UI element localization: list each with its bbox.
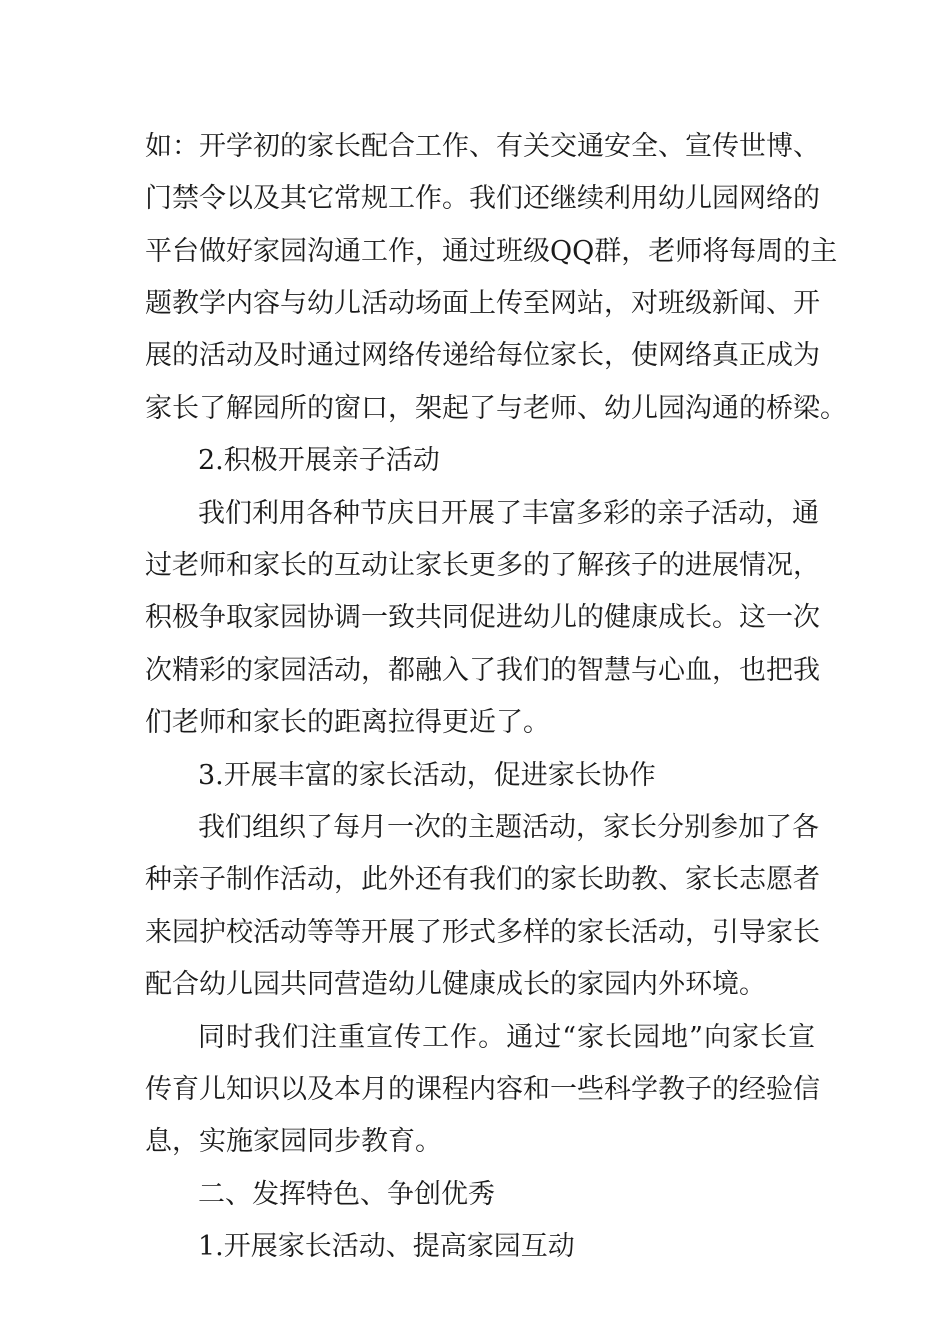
body-text-line: 我们组织了每月一次的主题活动，家长分别参加了各 — [198, 812, 819, 843]
body-text-line: 我们利用各种节庆日开展了丰富多彩的亲子活动，通 — [198, 498, 819, 529]
body-text-line: 次精彩的家园活动，都融入了我们的智慧与心血，也把我 — [145, 655, 820, 686]
body-text-line: 息，实施家园同步教育。 — [145, 1126, 442, 1157]
body-text-line: 如：开学初的家长配合工作、有关交通安全、宣传世博、 — [145, 131, 820, 162]
body-text-line: 配合幼儿园共同营造幼儿健康成长的家园内外环境。 — [145, 969, 766, 1000]
section-heading: 2.积极开展亲子活动 — [198, 445, 440, 476]
body-text-line: 们老师和家长的距离拉得更近了。 — [145, 707, 550, 738]
body-text-line: 种亲子制作活动，此外还有我们的家长助教、家长志愿者 — [145, 864, 820, 895]
body-text-line: 积极争取家园协调一致共同促进幼儿的健康成长。这一次 — [145, 602, 820, 633]
section-heading: 3.开展丰富的家长活动，促进家长协作 — [198, 760, 656, 791]
body-text-line: 传育儿知识以及本月的课程内容和一些科学教子的经验信 — [145, 1074, 820, 1105]
body-text-line: 平台做好家园沟通工作，通过班级QQ群，老师将每周的主 — [145, 236, 838, 267]
body-text-line: 同时我们注重宣传工作。通过“家长园地”向家长宣 — [198, 1022, 815, 1053]
body-text-line: 家长了解园所的窗口，架起了与老师、幼儿园沟通的桥梁。 — [145, 393, 847, 424]
body-text-line: 门禁令以及其它常规工作。我们还继续利用幼儿园网络的 — [145, 183, 820, 214]
section-heading: 1.开展家长活动、提高家园互动 — [198, 1231, 575, 1262]
body-text-line: 来园护校活动等等开展了形式多样的家长活动，引导家长 — [145, 917, 820, 948]
section-heading: 二、发挥特色、争创优秀 — [198, 1179, 495, 1210]
body-text-line: 过老师和家长的互动让家长更多的了解孩子的进展情况， — [145, 550, 820, 581]
body-text-line: 展的活动及时通过网络传递给每位家长，使网络真正成为 — [145, 340, 820, 371]
body-text-line: 题教学内容与幼儿活动场面上传至网站，对班级新闻、开 — [145, 288, 820, 319]
